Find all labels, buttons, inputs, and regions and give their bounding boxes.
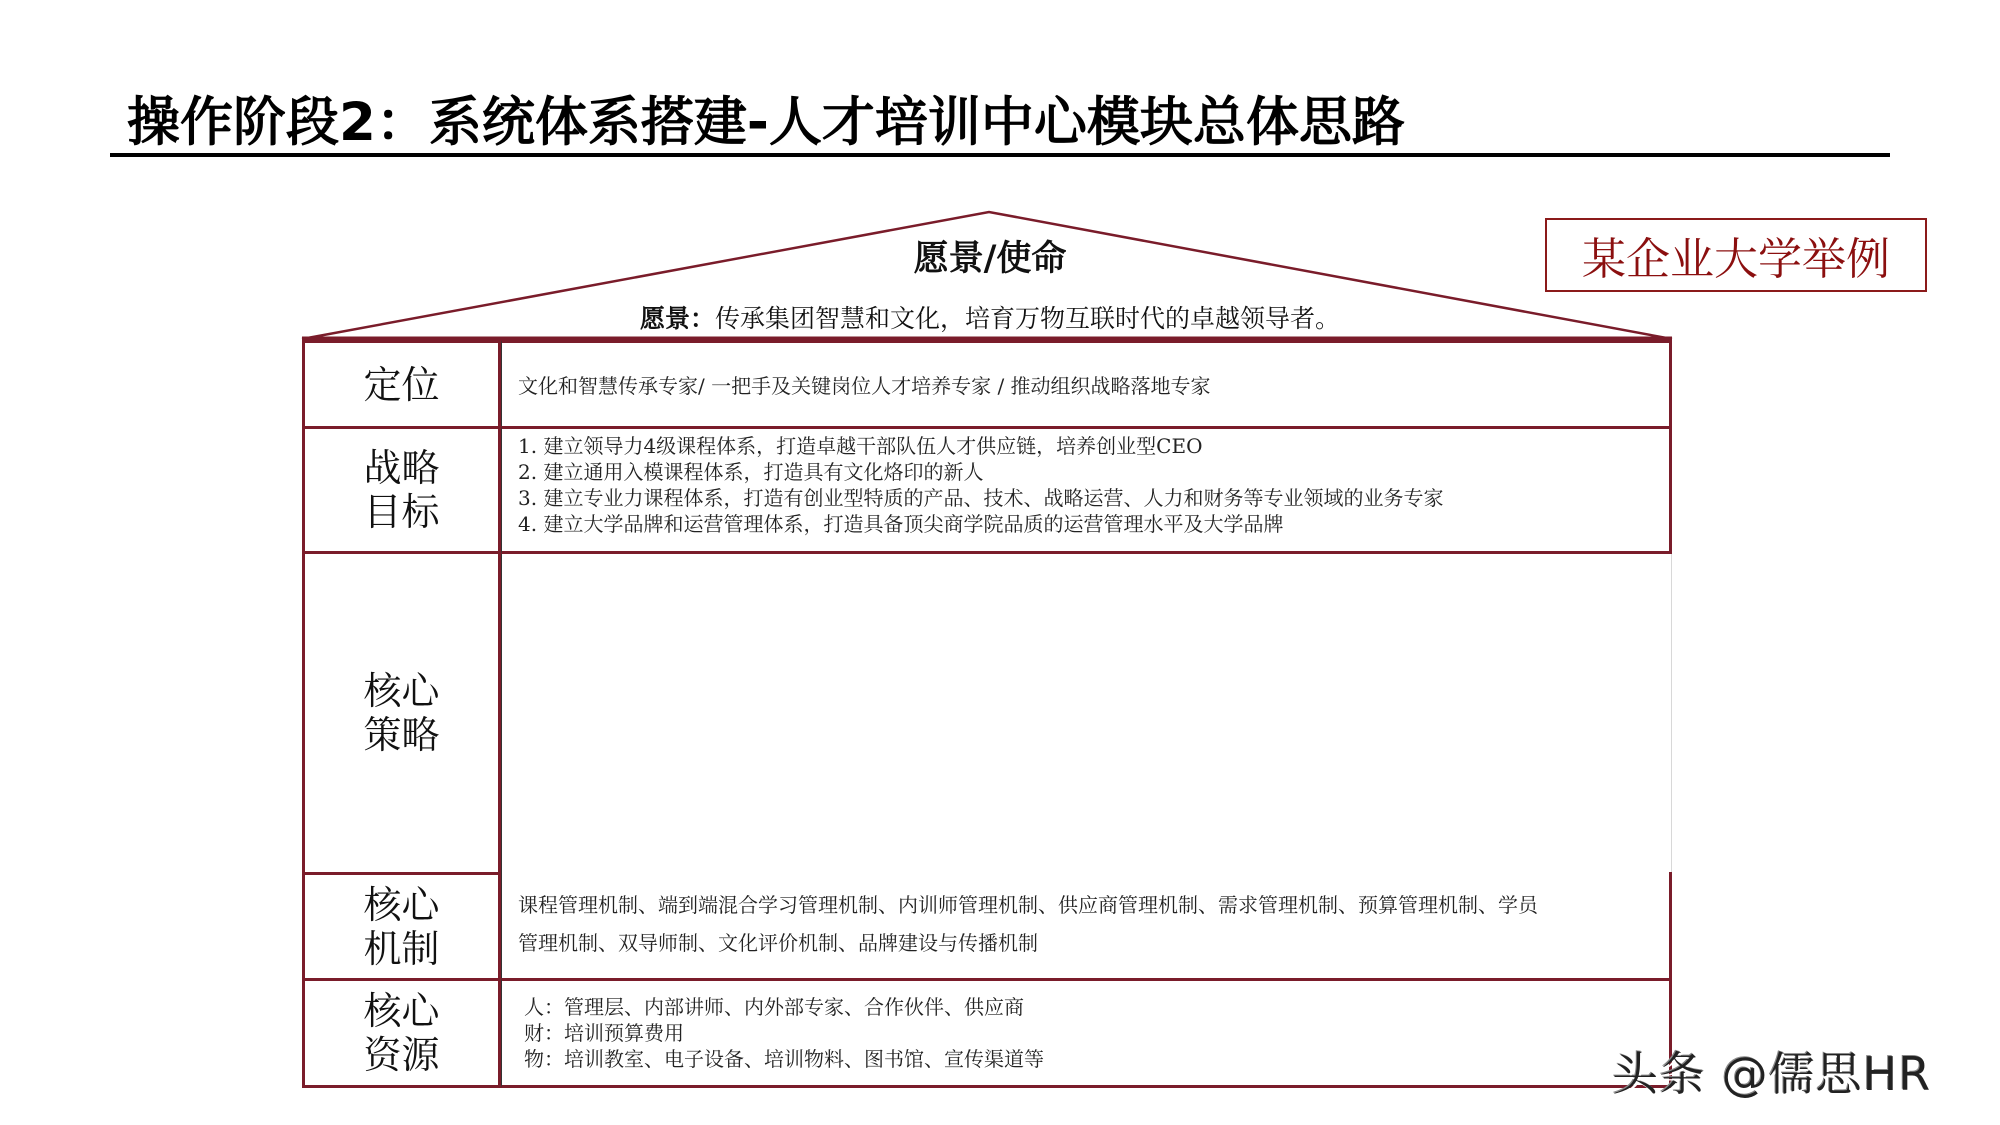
vision-label: 愿景： [639, 304, 715, 333]
label-text: 机制 [363, 926, 440, 971]
label-text: 资源 [363, 1033, 440, 1077]
goal-item: 2. 建立通用入模课程体系，打造具有文化烙印的新人 [518, 460, 984, 484]
vision-statement [400, 302, 1580, 336]
goal-item: 1. 建立领导力4级课程体系，打造卓越干部队伍人才供应链，培养创业型CEO [518, 434, 1203, 458]
row-content-core-mechanism [501, 872, 1672, 981]
row-label-positioning [302, 340, 501, 429]
goal-item: 3. 建立专业力课程体系，打造有创业型特质的产品、技术、战略运营、人力和财务等专业领域的业务专家 [518, 486, 1444, 510]
label-text: 目标 [363, 490, 440, 534]
label-text: 定位 [363, 362, 440, 407]
example-tag-text: 某企业大学举例 [1582, 234, 1890, 285]
mechanism-line: 管理机制、双导师制、文化评价机制、品牌建设与传播机制 [518, 931, 1038, 955]
watermark: 头条 @儒思HR [1612, 1047, 1932, 1101]
row-content-core-strategy [501, 554, 1672, 872]
resource-line: 物：培训教室、电子设备、培训物料、图书馆、宣传渠道等 [524, 1047, 1044, 1071]
mechanism-line: 课程管理机制、端到端混合学习管理机制、内训师管理机制、供应商管理机制、需求管理机制、预算管理机制、学员 [518, 893, 1538, 917]
row-content-positioning [501, 340, 1672, 429]
vision-mission-heading: 愿景/使命 [913, 239, 1067, 279]
row-label-core-mechanism [302, 872, 501, 981]
label-text: 核心 [363, 989, 440, 1033]
label-text: 策略 [363, 713, 440, 757]
resource-line: 财：培训预算费用 [524, 1021, 684, 1045]
label-text: 核心 [363, 669, 440, 713]
page-title: 操作阶段2：系统体系搭建-人才培训中心模块总体思路 [127, 92, 1405, 153]
label-text: 核心 [363, 882, 440, 927]
row-content-strategic-goals [501, 426, 1672, 554]
resource-line: 人：管理层、内部讲师、内外部专家、合作伙伴、供应商 [524, 995, 1024, 1019]
goal-item: 4. 建立大学品牌和运营管理体系，打造具备顶尖商学院品质的运营管理水平及大学品牌 [518, 512, 1284, 536]
label-text: 战略 [363, 446, 440, 490]
title-underline [110, 153, 1890, 157]
row-label-core-strategy [302, 551, 501, 875]
vision-text: 传承集团智慧和文化，培育万物互联时代的卓越领导者。 [715, 304, 1341, 333]
row-label-core-resources [302, 978, 501, 1088]
row-content-core-resources [501, 978, 1672, 1088]
row-label-strategic-goals [302, 426, 501, 554]
positioning-text: 文化和智慧传承专家/ 一把手及关键岗位人才培养专家 / 推动组织战略落地专家 [518, 374, 1211, 398]
